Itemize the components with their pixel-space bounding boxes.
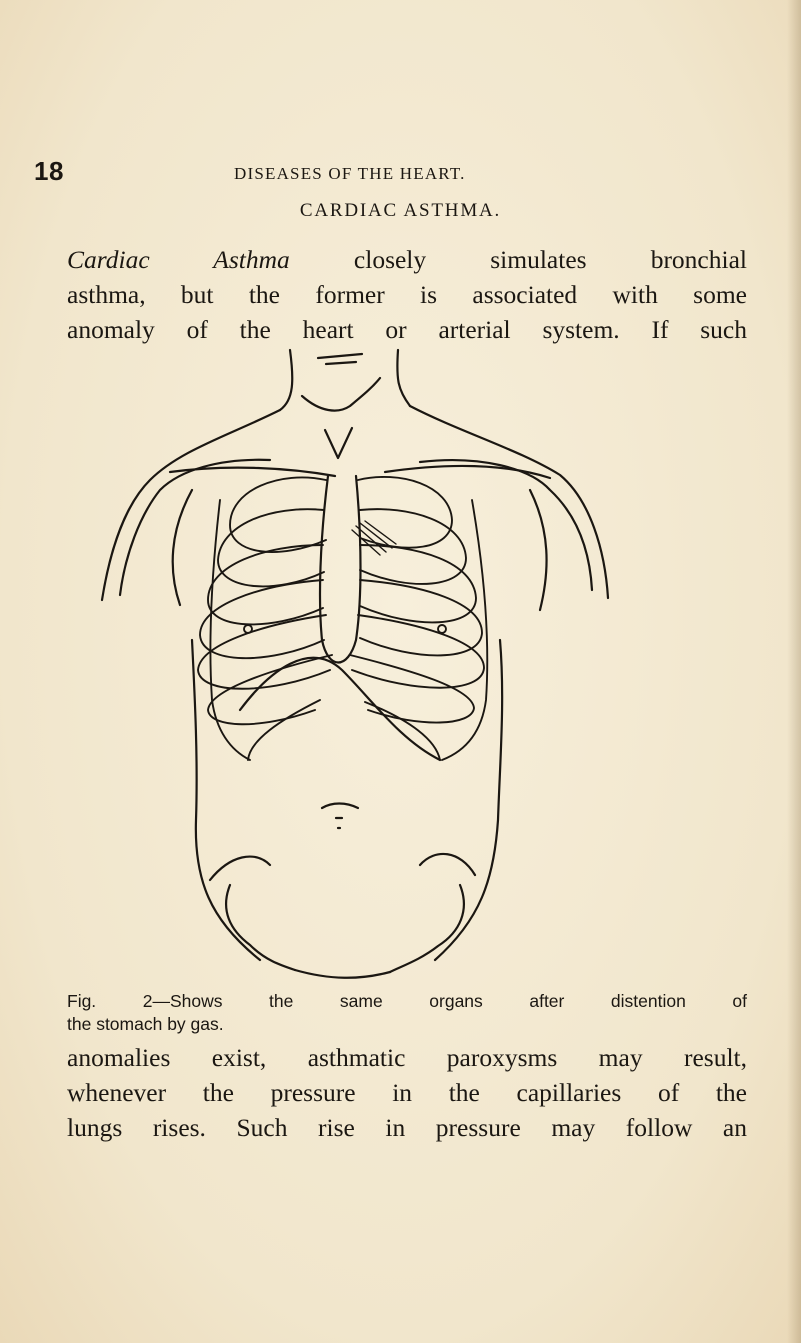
left-ribcage (198, 477, 332, 760)
neck-outline (280, 350, 292, 410)
right-hip-curve (390, 854, 475, 972)
page-number: 18 (34, 156, 64, 186)
right-arm-line (530, 490, 547, 610)
paragraph-1-line-3: anomaly of the heart or arterial system. If such (67, 315, 747, 344)
right-clavicle (385, 466, 550, 478)
left-shoulder-inner (120, 460, 270, 595)
emphasis-term: Cardiac Asthma (67, 245, 290, 274)
paragraph-1-line-1-rest: closely simulates bronchial (289, 245, 747, 274)
torso-illustration (80, 340, 640, 990)
running-head (34, 150, 767, 190)
caption-line-1: Fig. 2—Shows the same organs after distention of (67, 991, 747, 1011)
section-title: CARDIAC ASTHMA. (299, 200, 502, 221)
right-shoulder (410, 406, 608, 598)
throat-notch (302, 378, 380, 411)
paragraph-2 (67, 1040, 747, 1145)
groin-line (295, 970, 390, 978)
caption-line-2: the stomach by gas. (67, 1014, 224, 1034)
neck-outline-right (397, 350, 410, 406)
running-title: DISEASES OF THE HEART. (234, 164, 466, 183)
figure-caption (67, 990, 747, 1036)
paragraph-2-line-3: lungs rises. Such rise in pressure may follow an (67, 1113, 747, 1142)
throat-mark (318, 354, 362, 364)
left-arm-line (173, 490, 192, 605)
left-clavicle (170, 468, 335, 476)
paragraph-1-line-2: asthma, but the former is associated with some (67, 280, 747, 309)
paragraph-2-line-1: anomalies exist, asthmatic paroxysms may result, (67, 1043, 747, 1072)
paragraph-2-line-2: whenever the pressure in the capillaries of the (67, 1078, 747, 1107)
paragraph-1-line-1 (67, 242, 747, 277)
sternum (320, 476, 361, 663)
left-shoulder (102, 410, 280, 600)
paragraph-1 (67, 242, 747, 347)
navel-mark (322, 804, 358, 829)
anatomical-figure (80, 340, 640, 990)
sternal-v (325, 428, 352, 458)
right-ribcage (350, 477, 487, 760)
